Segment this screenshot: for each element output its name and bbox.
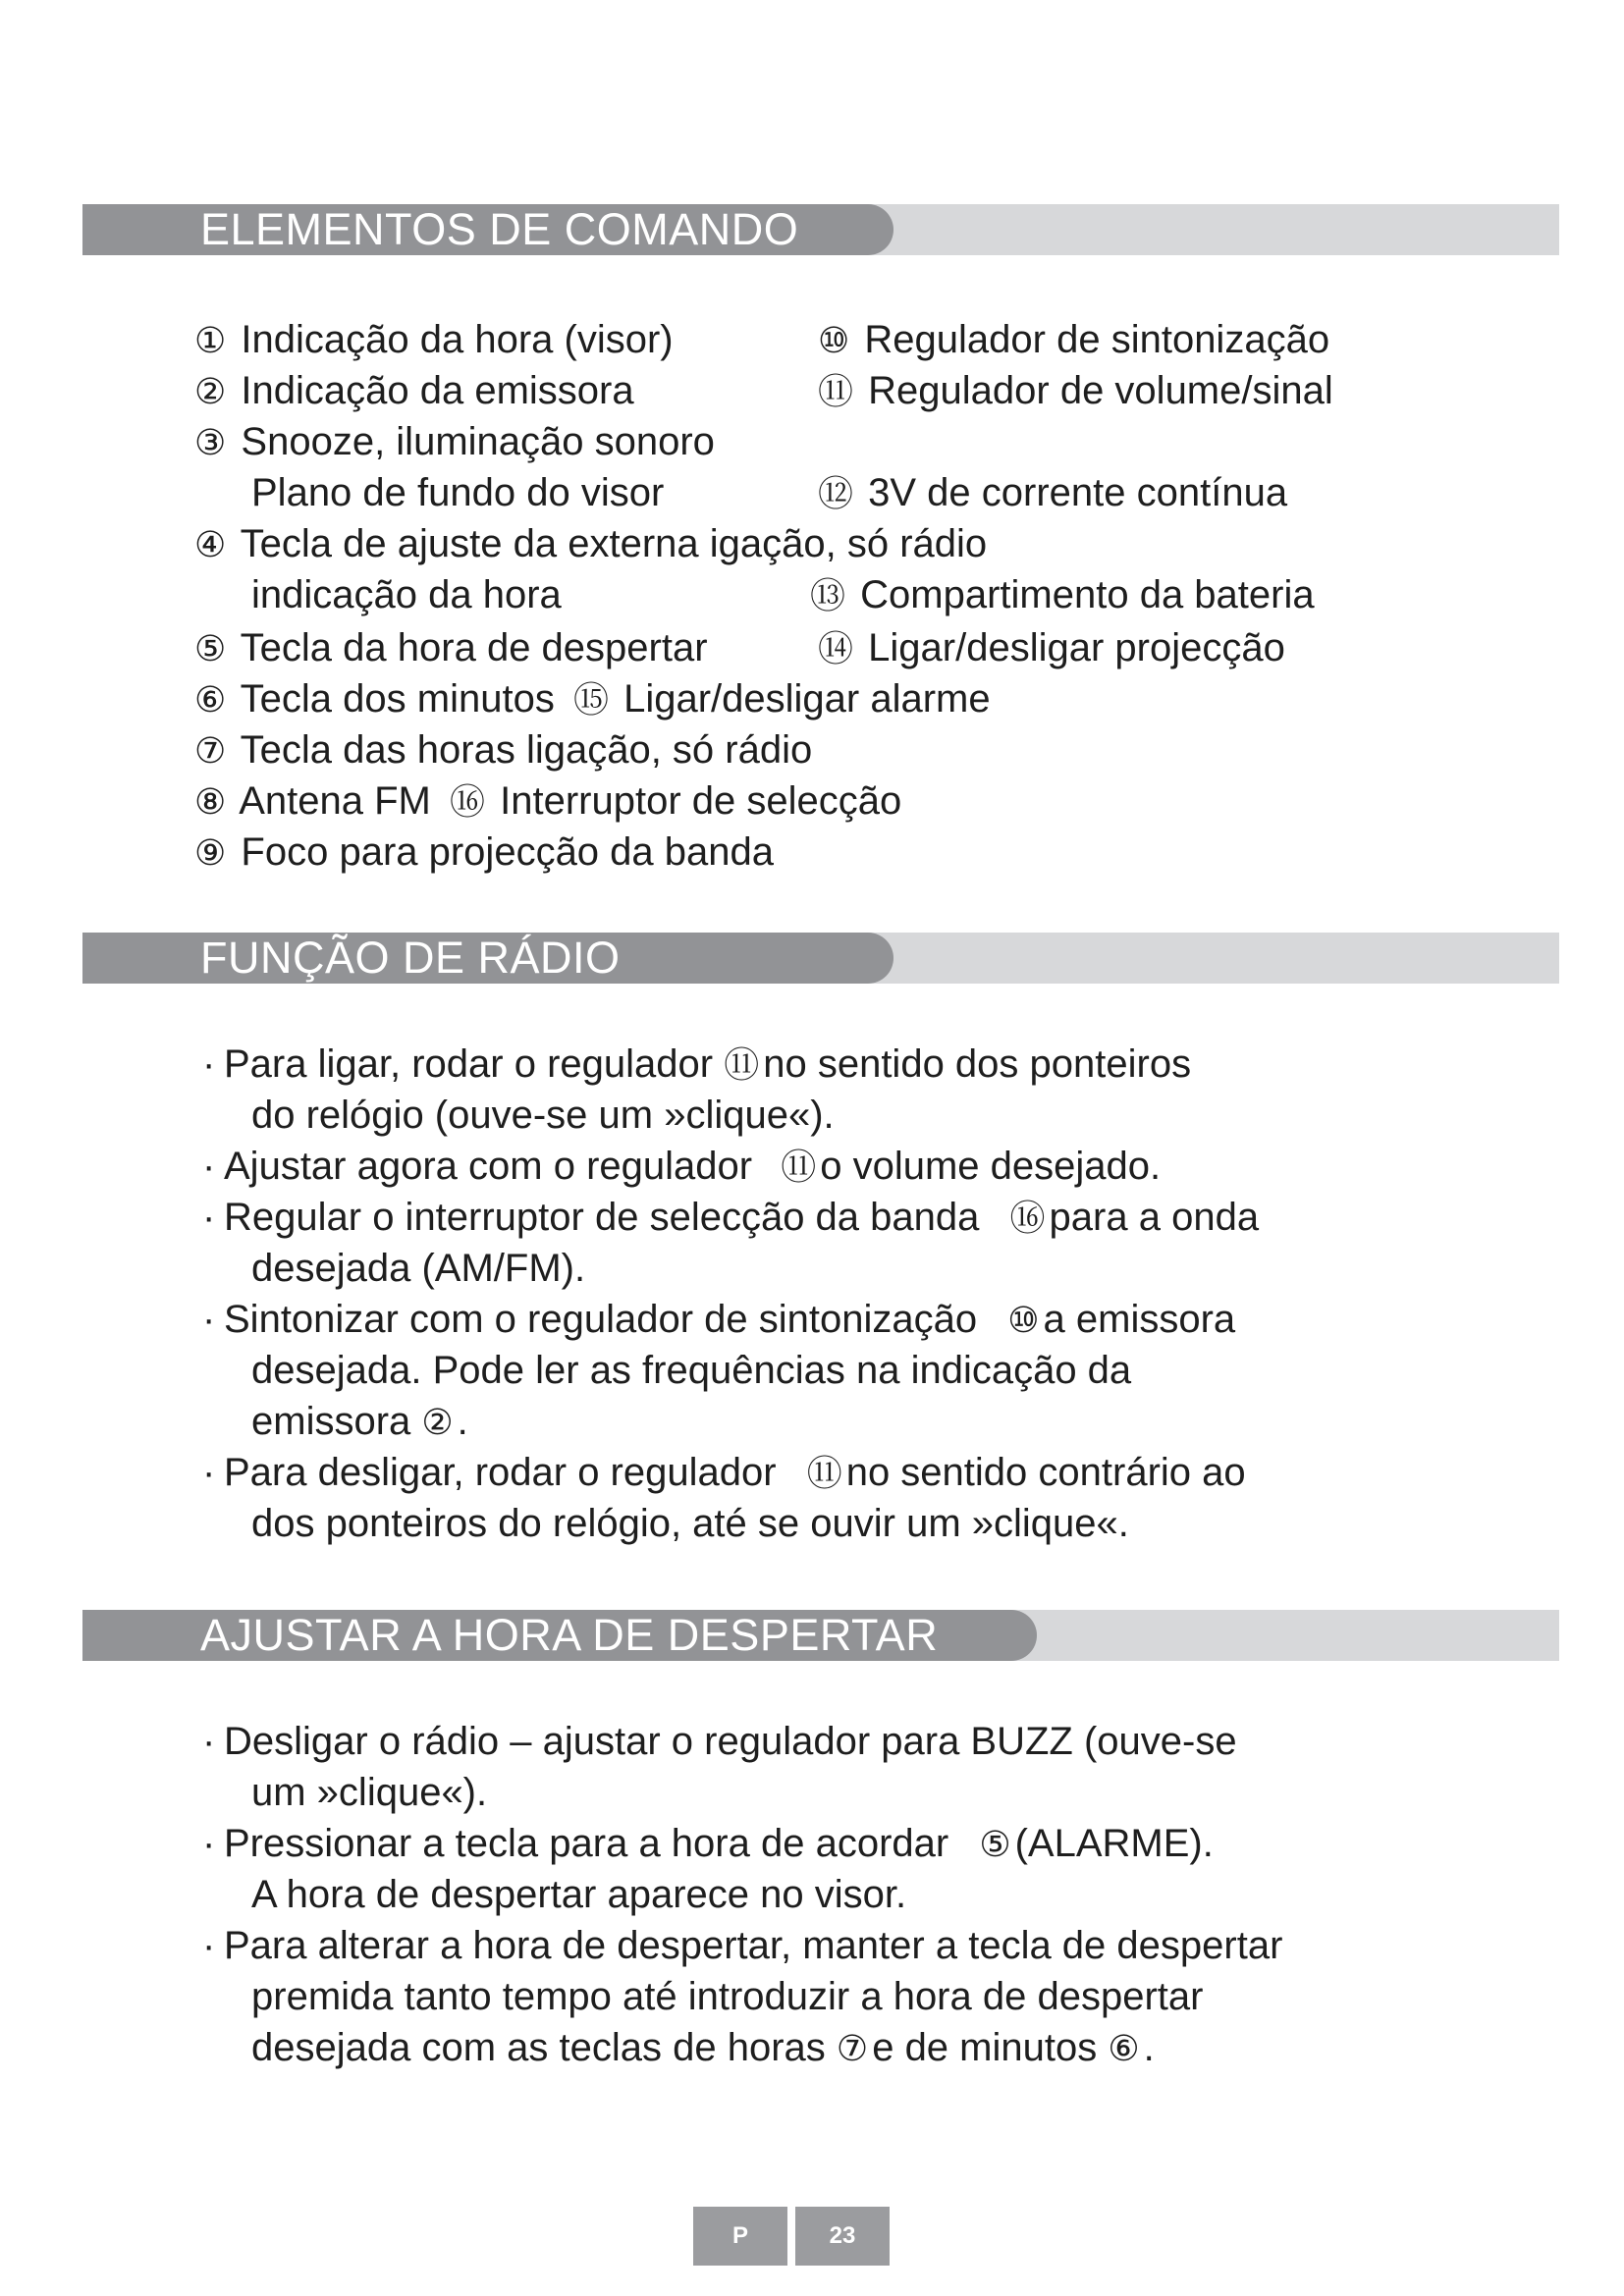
number-11: ⑪ — [818, 372, 854, 412]
bullet: · — [202, 1720, 216, 1763]
list-item — [251, 569, 562, 620]
number-13: ⑬ — [810, 576, 846, 616]
item-text: Regulador de volume/sinal — [868, 369, 1333, 412]
section-title: AJUSTAR A HORA DE DESPERTAR — [200, 1610, 939, 1660]
list-item — [818, 365, 1333, 416]
item-text: Tecla das horas ligação, só rádio — [240, 728, 813, 772]
footer-language-label: P — [693, 2207, 787, 2266]
number-6: ⑥ — [194, 680, 227, 721]
item-text: Regular o interruptor de selecção da banda — [224, 1196, 980, 1239]
number-1: ① — [194, 321, 227, 361]
bullet: · — [202, 1042, 216, 1086]
number-11: ⑪ — [781, 1148, 817, 1188]
number-7: ⑦ — [194, 731, 227, 772]
item-text: Ligar/desligar alarme — [623, 677, 991, 721]
list-item — [251, 1767, 487, 1818]
list-item — [194, 827, 774, 878]
bullet: · — [202, 1298, 216, 1341]
list-item — [251, 1243, 585, 1294]
bullet: · — [202, 1924, 216, 1967]
bullet: · — [202, 1145, 216, 1188]
item-text: Para ligar, rodar o regulador — [224, 1042, 714, 1086]
item-text: . — [457, 1400, 468, 1443]
item-text: Interruptor de selecção — [500, 779, 902, 823]
list-item — [251, 1396, 468, 1447]
item-text: Regulador de sintonização — [864, 318, 1330, 361]
number-8: ⑧ — [194, 782, 227, 823]
bullet: · — [202, 1451, 216, 1494]
list-item — [251, 1345, 1131, 1396]
list-item — [202, 1039, 1191, 1090]
list-item — [251, 1869, 906, 1920]
item-text: para a onda — [1049, 1196, 1260, 1239]
item-text: Foco para projecção da banda — [241, 830, 775, 874]
section-header-controls — [82, 204, 1559, 255]
item-text: do relógio (ouve-se um »clique«). — [251, 1094, 835, 1137]
item-text: e de minutos — [872, 2026, 1098, 2069]
section-header-radio — [82, 933, 1559, 984]
list-item — [202, 1818, 1214, 1869]
list-item — [202, 1920, 1282, 1971]
number-4: ④ — [194, 525, 227, 565]
list-item — [202, 1716, 1237, 1767]
item-text: Plano de fundo do visor — [251, 471, 665, 514]
number-11: ⑪ — [724, 1045, 760, 1086]
number-16: ⑯ — [449, 782, 485, 823]
item-text: um »clique«). — [251, 1771, 488, 1814]
item-text: Tecla da hora de despertar — [240, 626, 708, 669]
list-item — [194, 673, 991, 724]
list-item — [818, 467, 1287, 518]
list-item — [194, 416, 715, 467]
number-2: ② — [194, 372, 227, 412]
number-15: ⑮ — [572, 680, 609, 721]
number-10: ⑩ — [1007, 1301, 1040, 1341]
list-item — [251, 1090, 835, 1141]
item-text: indicação da hora — [251, 573, 562, 616]
section-header-alarm — [82, 1610, 1559, 1661]
item-text: no sentido contrário ao — [845, 1451, 1246, 1494]
section-title: ELEMENTOS DE COMANDO — [200, 204, 799, 254]
item-text: Ligar/desligar projecção — [868, 626, 1285, 669]
list-item — [202, 1447, 1246, 1498]
list-item — [810, 569, 1315, 620]
number-12: ⑫ — [818, 474, 854, 514]
number-14: ⑭ — [818, 629, 854, 669]
item-text: Desligar o rádio – ajustar o regulador para BUZZ (ouve-se — [224, 1720, 1237, 1763]
item-text: Indicação da hora (visor) — [241, 318, 674, 361]
item-text: desejada (AM/FM). — [251, 1247, 586, 1290]
list-item — [194, 622, 708, 673]
item-text: Indicação da emissora — [241, 369, 634, 412]
number-10: ⑩ — [818, 321, 850, 361]
number-11: ⑪ — [806, 1454, 842, 1494]
list-item — [251, 2022, 1155, 2073]
item-text: desejada com as teclas de horas — [251, 2026, 826, 2069]
footer-page-number: 23 — [795, 2207, 890, 2266]
item-text: o volume desejado. — [820, 1145, 1162, 1188]
item-text: Sintonizar com o regulador de sintonização — [224, 1298, 978, 1341]
list-item — [251, 467, 664, 518]
list-item — [202, 1192, 1259, 1243]
section-title: FUNÇÃO DE RÁDIO — [200, 933, 621, 983]
item-text: (ALARME). — [1014, 1822, 1214, 1865]
item-text: dos ponteiros do relógio, até se ouvir um »clique«. — [251, 1502, 1129, 1545]
list-item — [202, 1141, 1161, 1192]
item-text: Tecla dos minutos — [240, 677, 555, 721]
item-text: Ajustar agora com o regulador — [224, 1145, 753, 1188]
list-item — [818, 622, 1285, 673]
list-item — [194, 518, 987, 569]
list-item — [818, 314, 1329, 365]
item-text: a emissora — [1043, 1298, 1236, 1341]
number-7: ⑦ — [836, 2029, 869, 2069]
item-text: Para alterar a hora de despertar, manter a tecla de despertar — [224, 1924, 1283, 1967]
list-item — [251, 1971, 1203, 2022]
item-text: desejada. Pode ler as frequências na indicação da — [251, 1349, 1132, 1392]
item-text: Tecla de ajuste da externa igação, só rádio — [240, 522, 988, 565]
item-text: Para desligar, rodar o regulador — [224, 1451, 777, 1494]
list-item — [194, 365, 634, 416]
item-text: . — [1143, 2026, 1155, 2069]
item-text: Compartimento da bateria — [860, 573, 1315, 616]
number-5: ⑤ — [194, 629, 227, 669]
list-item — [194, 775, 901, 827]
item-text: emissora — [251, 1400, 411, 1443]
list-item — [194, 724, 812, 775]
number-9: ⑨ — [194, 833, 227, 874]
item-text: no sentido dos ponteiros — [763, 1042, 1192, 1086]
number-3: ③ — [194, 423, 227, 463]
number-5: ⑤ — [979, 1825, 1011, 1865]
list-item — [251, 1498, 1129, 1549]
item-text: A hora de despertar aparece no visor. — [251, 1873, 907, 1916]
item-text: Antena FM — [239, 779, 431, 823]
number-6: ⑥ — [1108, 2029, 1140, 2069]
number-16: ⑯ — [1009, 1199, 1046, 1239]
list-item — [202, 1294, 1235, 1345]
item-text: Snooze, iluminação sonoro — [241, 420, 715, 463]
item-text: Pressionar a tecla para a hora de acordar — [224, 1822, 949, 1865]
number-2: ② — [421, 1403, 454, 1443]
bullet: · — [202, 1196, 216, 1239]
bullet: · — [202, 1822, 216, 1865]
item-text: premida tanto tempo até introduzir a hora de despertar — [251, 1975, 1204, 2018]
item-text: 3V de corrente contínua — [868, 471, 1288, 514]
list-item — [194, 314, 674, 365]
